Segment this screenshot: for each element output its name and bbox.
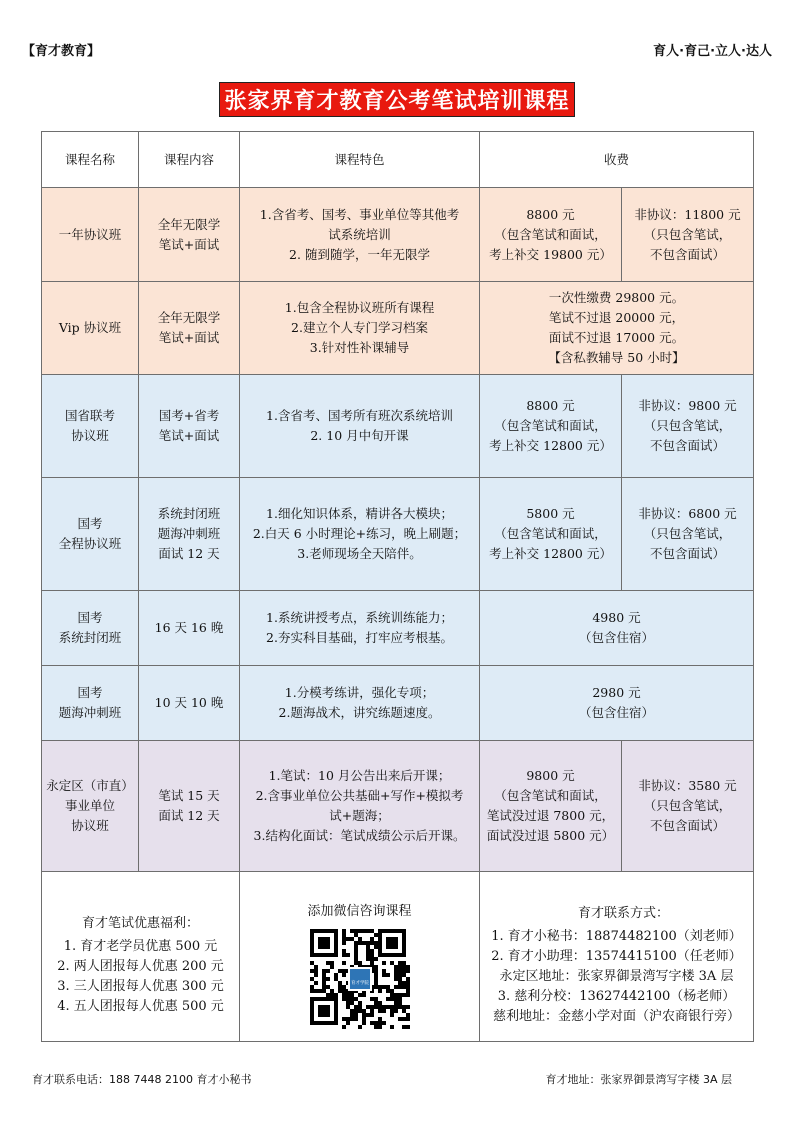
cell-line: 国考+省考 (158, 408, 220, 423)
cell-line: 系统封闭班 (58, 630, 122, 645)
cell-line: 笔试+面试 (158, 428, 220, 443)
benefit-item: 1. 育才老学员优惠 500 元 (63, 938, 218, 954)
cell-line: 协议班 (71, 818, 109, 833)
cell-line: 试系统培训 (328, 226, 391, 242)
cell-line: （包含住宿） (579, 705, 655, 720)
course-name-cell (42, 282, 139, 375)
cell-line: （只包含笔试， (643, 798, 732, 813)
course-name-cell (42, 666, 139, 741)
footer-phone: 育才联系电话：188 7448 2100 育才小秘书 (32, 1073, 252, 1086)
fee-cell (480, 666, 754, 741)
course-features-cell (240, 741, 480, 872)
brand-label: 【育才教育】 (22, 44, 101, 59)
cell-line: 2.题海战术，讲究练题速度。 (278, 705, 441, 720)
footer-address: 育才地址：张家界御景湾写字楼 3A 层 (545, 1073, 732, 1086)
cell-line: 5800 元 (526, 506, 575, 521)
cell-line: 2. 随到随学，一年无限学 (289, 246, 430, 262)
cell-line: 2.白天 6 小时理论+练习，晚上刷题； (252, 526, 467, 541)
cell-line: 1.含省考、国考所有班次系统培训 (266, 408, 453, 423)
cell-line: （包含笔试和面试， (494, 788, 607, 803)
fee-non-agreement-cell (622, 188, 754, 282)
course-name-cell (42, 188, 139, 282)
cell-line: 8800 元 (526, 206, 575, 222)
cell-line: （只包含笔试， (643, 226, 732, 242)
cell-line: 2.夯实科目基础，打牢应考根基。 (266, 630, 453, 645)
benefit-item: 4. 五人团报每人优惠 500 元 (57, 999, 224, 1015)
cell-line: 一年协议班 (58, 226, 122, 242)
benefits-title: 育才笔试优惠福利： (81, 915, 199, 931)
cell-line: 考上补交 12800 元） (489, 546, 612, 561)
cell-line: 考上补交 19800 元） (489, 246, 612, 262)
fee-cell (480, 282, 754, 375)
cell-line: 非协议：3580 元 (638, 778, 737, 793)
contact-item: 永定区地址：张家界御景湾写字楼 3A 层 (499, 968, 734, 984)
cell-line: 系统封闭班 (157, 506, 221, 521)
cell-line: 10 天 10 晚 (154, 695, 224, 710)
cell-line: 笔试+面试 (158, 236, 220, 252)
page-title: 张家界育才教育公考笔试培训课程 (219, 82, 574, 117)
cell-line: 3.针对性补课辅导 (309, 340, 410, 355)
cell-line: 面试 12 天 (158, 808, 220, 823)
course-content-cell (139, 375, 240, 478)
cell-line: 4980 元 (592, 610, 641, 625)
cell-line: 事业单位 (64, 798, 115, 813)
cell-line: 非协议：11800 元 (634, 206, 741, 222)
table-row (42, 282, 754, 375)
course-content-cell (139, 741, 240, 872)
contacts-cell (480, 872, 754, 1042)
cell-line: 9800 元 (526, 768, 575, 783)
fee-agreement-cell (480, 375, 622, 478)
course-features-cell (240, 188, 480, 282)
cell-line: 非协议：6800 元 (638, 506, 737, 521)
benefits-cell (42, 872, 240, 1042)
cell-line: （包含笔试和面试， (494, 226, 607, 242)
table-row (42, 666, 754, 741)
wechat-cell (240, 872, 480, 1042)
cell-line: 1.分模考练讲，强化专项； (284, 685, 435, 700)
cell-line: 16 天 16 晚 (154, 620, 224, 635)
cell-line: 2. 10 月中旬开课 (310, 428, 409, 443)
cell-line: 面试 12 天 (158, 546, 220, 561)
fee-non-agreement-cell (622, 375, 754, 478)
course-content-cell (139, 478, 240, 591)
header-course-name: 课程名称 (42, 132, 139, 188)
cell-line: 1.笔试：10 月公告出来后开课； (268, 768, 451, 783)
cell-line: 面试没过退 5800 元） (486, 828, 615, 843)
cell-line: 2.含事业单位公共基础+写作+模拟考 (255, 788, 464, 803)
table-row (42, 741, 754, 872)
cell-line: 全年无限学 (157, 216, 221, 232)
course-content-cell (139, 282, 240, 375)
course-features-cell (240, 282, 480, 375)
cell-line: Vip 协议班 (58, 320, 122, 335)
cell-line: 非协议：9800 元 (638, 398, 737, 413)
table-row (42, 375, 754, 478)
header-course-content: 课程内容 (139, 132, 240, 188)
cell-line: 永定区（市直） (46, 778, 134, 793)
cell-line: 一次性缴费 29800 元。 (548, 290, 685, 305)
contact-item: 2. 育才小助理：13574415100（任老师） (491, 948, 742, 964)
cell-line: 笔试不过退 20000 元， (548, 310, 685, 325)
contacts-list (482, 927, 751, 1028)
fee-agreement-cell (480, 741, 622, 872)
contact-item: 3. 慈利分校：13627442100（杨老师） (497, 988, 736, 1004)
course-name-cell (42, 591, 139, 666)
cell-line: 题海冲刺班 (157, 526, 221, 541)
course-content-cell (139, 188, 240, 282)
cell-line: 笔试+面试 (158, 330, 220, 345)
cell-line: 8800 元 (526, 398, 575, 413)
fee-non-agreement-cell (622, 741, 754, 872)
fee-agreement-cell (480, 188, 622, 282)
contacts-title: 育才联系方式： (578, 905, 670, 921)
contact-item: 1. 育才小秘书：18874482100（刘老师） (491, 928, 742, 944)
cell-line: 不包含面试） (650, 246, 726, 262)
course-table (41, 131, 754, 1042)
course-name-cell (42, 478, 139, 591)
benefit-item: 3. 三人团报每人优惠 300 元 (57, 978, 224, 994)
cell-line: 1.系统讲授考点，系统训练能力； (266, 610, 453, 625)
benefit-item: 2. 两人团报每人优惠 200 元 (57, 958, 224, 974)
course-name-cell (42, 375, 139, 478)
cell-line: 全程协议班 (58, 536, 122, 551)
cell-line: 题海冲刺班 (58, 705, 122, 720)
table-row (42, 478, 754, 591)
cell-line: 协议班 (71, 428, 109, 443)
cell-line: 笔试 15 天 (158, 788, 220, 803)
cell-line: 2980 元 (592, 685, 641, 700)
course-content-cell (139, 666, 240, 741)
cell-line: 全年无限学 (157, 310, 221, 325)
cell-line: 国考 (77, 516, 103, 531)
cell-line: 国考 (77, 685, 103, 700)
header-fee: 收费 (480, 132, 754, 188)
cell-line: 3.结构化面试：笔试成绩公示后开课。 (253, 828, 466, 843)
slogan-label: 育人·育己·立人·达人 (653, 44, 772, 59)
cell-line: 国考 (77, 610, 103, 625)
course-features-cell (240, 478, 480, 591)
cell-line: 【含私教辅导 50 小时】 (548, 350, 685, 365)
cell-line: （包含住宿） (579, 630, 655, 645)
table-row (42, 188, 754, 282)
cell-line: 1.细化知识体系，精讲各大模块； (266, 506, 453, 521)
fee-non-agreement-cell (622, 478, 754, 591)
cell-line: 1.包含全程协议班所有课程 (284, 300, 435, 315)
fee-cell (480, 591, 754, 666)
cell-line: 国省联考 (64, 408, 115, 423)
course-features-cell (240, 591, 480, 666)
cell-line: 面试不过退 17000 元。 (548, 330, 685, 345)
qr-logo-label: 育才学院 (350, 980, 369, 986)
wechat-title: 添加微信咨询课程 (307, 904, 412, 920)
cell-line: 试+题海； (329, 808, 390, 823)
cell-line: （只包含笔试， (643, 418, 732, 433)
contact-item: 慈利地址：金慈小学对面（沪农商银行旁） (493, 1009, 741, 1025)
course-features-cell (240, 666, 480, 741)
course-name-cell (42, 741, 139, 872)
cell-line: （包含笔试和面试， (494, 526, 607, 541)
cell-line: 笔试没过退 7800 元， (486, 808, 615, 823)
cell-line: 3.老师现场全天陪伴。 (297, 546, 422, 561)
cell-line: 不包含面试） (650, 818, 726, 833)
course-content-cell (139, 591, 240, 666)
cell-line: 不包含面试） (650, 438, 726, 453)
cell-line: 考上补交 12800 元） (489, 438, 612, 453)
cell-line: 2.建立个人专门学习档案 (291, 320, 428, 335)
cell-line: （包含笔试和面试， (494, 418, 607, 433)
cell-line: （只包含笔试， (643, 526, 732, 541)
table-row (42, 591, 754, 666)
qr-code-icon (310, 929, 410, 1029)
fee-agreement-cell (480, 478, 622, 591)
course-features-cell (240, 375, 480, 478)
benefits-list (44, 937, 237, 1018)
cell-line: 1.含省考、国考、事业单位等其他考 (259, 206, 460, 222)
cell-line: 不包含面试） (650, 546, 726, 561)
header-course-features: 课程特色 (240, 132, 480, 188)
